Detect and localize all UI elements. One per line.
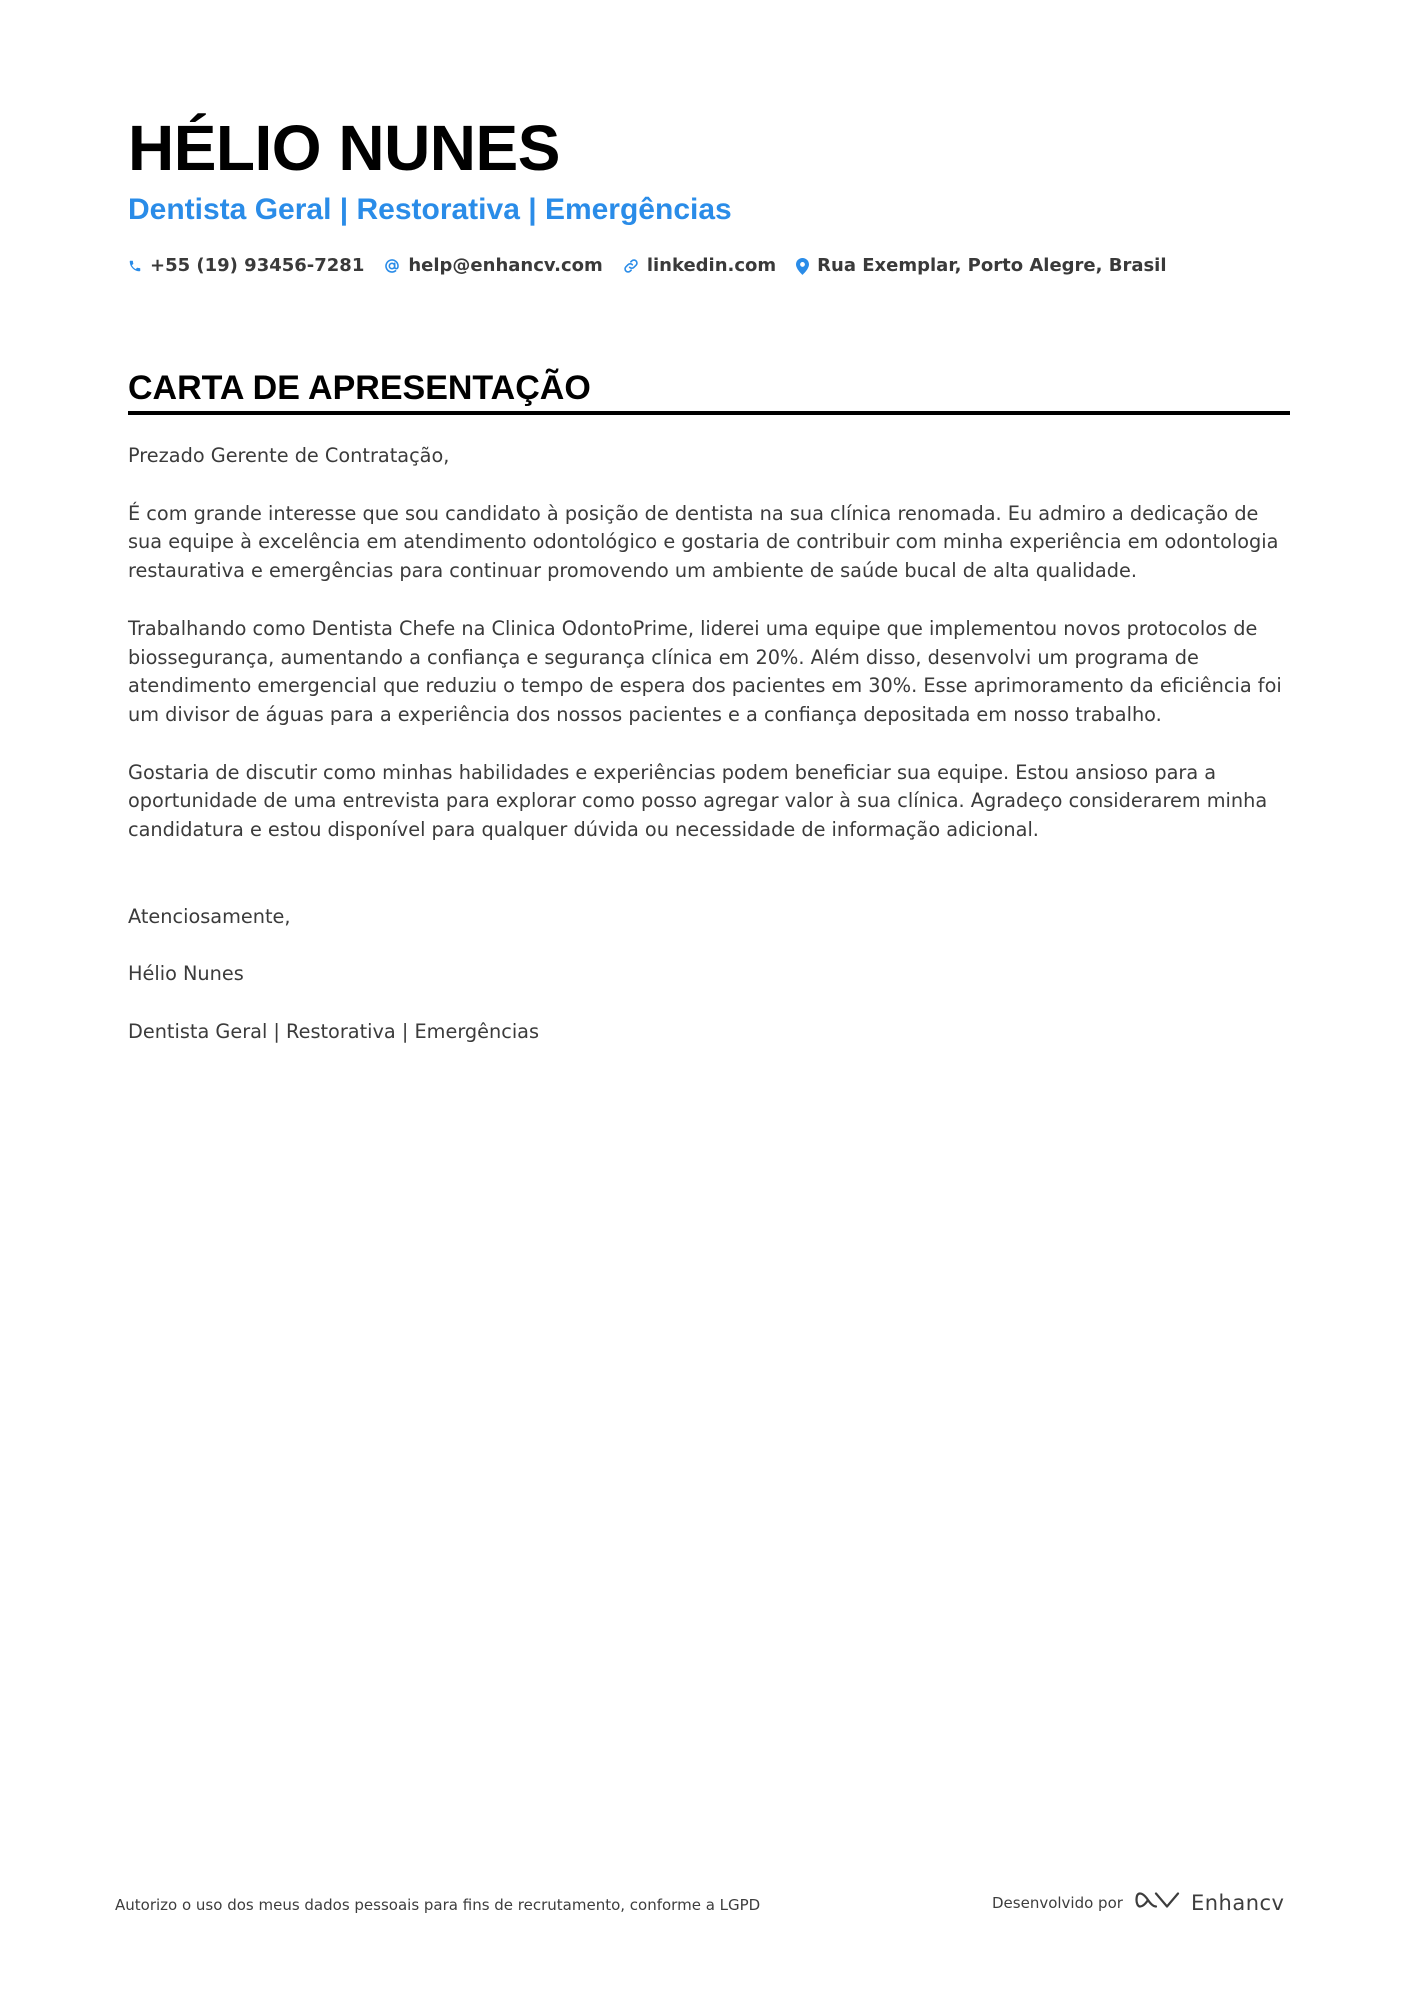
enhancv-logo-icon <box>1135 1888 1181 1917</box>
contact-location <box>796 254 1166 278</box>
linkedin-text: linkedin.com <box>646 255 777 276</box>
candidate-name: HÉLIO NUNES <box>128 112 560 184</box>
candidate-headline: Dentista Geral | Restorativa | Emergências <box>128 193 732 226</box>
section-divider <box>128 411 1290 415</box>
contact-email <box>384 254 602 278</box>
contact-bar <box>128 254 1167 278</box>
letter-closing: Atenciosamente, <box>128 904 291 928</box>
powered-by-label: Desenvolvido por <box>992 1893 1123 1912</box>
email-text: help@enhancv.com <box>408 255 603 276</box>
footer-branding[interactable] <box>992 1888 1284 1917</box>
link-icon <box>623 258 639 274</box>
at-icon <box>384 258 400 274</box>
letter-paragraph: Trabalhando como Dentista Chefe na Clinica OdontoPrime, liderei uma equipe que implementou novos protocolos de biossegurança, aumentando a confiança e segurança clínica em 20%. Além disso, desenvolvi um programa de atendimento emergencial que reduziu o tempo de espera dos pacientes em 30%. Esse aprimoramento da eficiência foi um divisor de águas para a experiência dos nossos pacientes e a confiança depositada em nosso trabalho. <box>128 616 1282 726</box>
location-text: Rua Exemplar, Porto Alegre, Brasil <box>817 255 1167 276</box>
letter-paragraph: É com grande interesse que sou candidato à posição de dentista na sua clínica renomada. Eu admiro a dedicação de sua equipe à excelência em atendimento odontológico e gostaria de contribuir com minha experiência em odontologia restaurativa e emergências para continuar promovendo um ambiente de saúde bucal de alta qualidade. <box>128 501 1279 583</box>
section-title: CARTA DE APRESENTAÇÃO <box>128 369 591 407</box>
contact-phone <box>128 254 364 278</box>
letter-paragraph: Gostaria de discutir como minhas habilidades e experiências podem beneficiar sua equipe. Estou ansioso para a oportunidade de uma entrevista para explorar como posso agregar valor à sua clínica. Agradeço considerarem minha candidatura e estou disponível para qualquer dúvida ou necessidade de informação adicional. <box>128 760 1268 842</box>
brand-name: Enhancv <box>1190 1890 1285 1915</box>
footer-consent-text: Autorizo o uso dos meus dados pessoais para fins de recrutamento, conforme a LGPD <box>115 1896 761 1914</box>
phone-icon <box>128 259 142 273</box>
signature-name: Hélio Nunes <box>128 962 244 986</box>
contact-linkedin <box>623 254 776 278</box>
letter-body <box>128 442 1290 1047</box>
brand-logo[interactable] <box>1135 1888 1285 1917</box>
location-pin-icon <box>796 258 809 275</box>
letter-greeting: Prezado Gerente de Contratação, <box>128 444 450 467</box>
phone-text: +55 (19) 93456-7281 <box>150 255 365 276</box>
signature-title: Dentista Geral | Restorativa | Emergências <box>128 1020 540 1044</box>
